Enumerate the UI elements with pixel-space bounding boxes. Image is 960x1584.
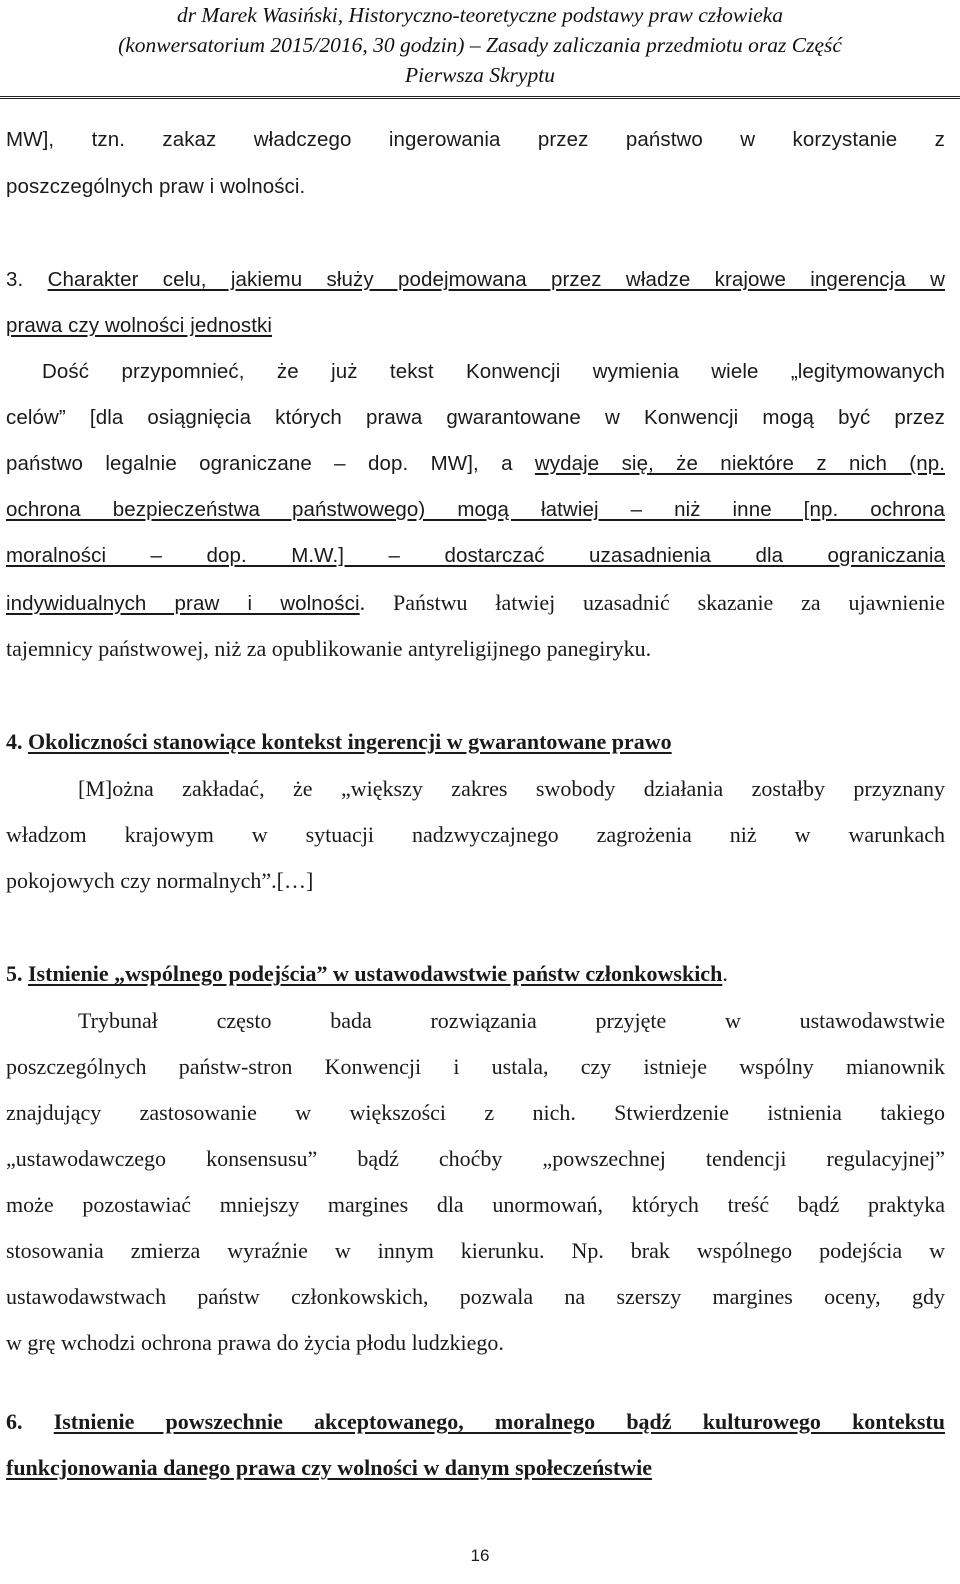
underlined-span: wydaje się, że niektóre z nich (np. [534, 452, 945, 475]
header-rule [0, 96, 960, 99]
page-number: 16 [470, 1546, 490, 1565]
text-line: w grę wchodzi ochrona prawa do życia płodu ludzkiego. [6, 1330, 504, 1355]
text-line: ochrona bezpieczeństwa państwowego) mogą łatwiej – niż inne [np. ochrona [6, 498, 945, 521]
text-line: [M]ożna zakładać, że „większy zakres swobody działania zostałby przyznany [78, 776, 945, 801]
text-line: celów” [dla osiągnięcia których prawa gwarantowane w Konwencji mogą być przez [6, 406, 945, 429]
text-line: może pozostawiać mniejszy margines dla unormowań, których treść bądź praktyka [6, 1192, 945, 1217]
section-3-heading-cont [6, 314, 945, 338]
section-number: 6. [6, 1409, 23, 1434]
header-line-1: dr Marek Wasiński, Historyczno-teoretyczne podstawy praw człowieka [176, 3, 784, 27]
text-line: ustawodawstwach państw członkowskich, pozwala na szerszy margines oceny, gdy [6, 1284, 945, 1309]
section-5-heading [6, 961, 945, 987]
section-title: Charakter celu, jakiemu służy podejmowana przez władze krajowe ingerencja w [47, 268, 946, 291]
text-line: Trybunał często bada rozwiązania przyjęte w ustawodawstwie [78, 1008, 945, 1033]
text-line: poszczególnych państw-stron Konwencji i ustala, czy istnieje wspólny mianownik [6, 1054, 945, 1079]
text-line: MW], tzn. zakaz władczego ingerowania przez państwo w korzystanie z [6, 128, 945, 151]
section-title: prawa czy wolności jednostki [6, 314, 272, 337]
text-span: państwo legalnie ograniczane – dop. MW], a [6, 452, 513, 475]
text-line: stosowania zmierza wyraźnie w innym kierunku. Np. brak wspólnego podejścia w [6, 1238, 945, 1263]
text-span: . [722, 961, 728, 986]
section-number: 3. [6, 268, 24, 291]
text-line: „ustawodawczego konsensusu” bądź choćby „powszechnej tendencji regulacyjnej” [6, 1146, 945, 1171]
text-line [6, 452, 945, 476]
text-line: Dość przypomnieć, że już tekst Konwencji wymienia wiele „legitymowanych [42, 360, 945, 383]
section-6-heading [6, 1409, 945, 1435]
text-line: tajemnicy państwowej, niż za opublikowanie antyreligijnego panegiryku. [6, 636, 652, 661]
text-span: . Państwu łatwiej uzasadnić skazanie za ujawnienie [359, 590, 945, 615]
section-number: 4. [6, 729, 23, 754]
section-4-heading [6, 729, 945, 755]
text-line: władzom krajowym w sytuacji nadzwyczajnego zagrożenia niż w warunkach [6, 822, 945, 847]
text-line: moralności – dop. M.W.] – dostarczać uzasadnienia dla ograniczania [6, 544, 945, 567]
header-line-3: Pierwsza Skryptu [405, 63, 555, 87]
section-number: 5. [6, 961, 23, 986]
section-title: Istnienie powszechnie akceptowanego, moralnego bądź kulturowego kontekstu [53, 1409, 945, 1434]
section-6-heading-cont [6, 1455, 945, 1481]
section-title: funkcjonowania danego prawa czy wolności w danym społeczeństwie [6, 1455, 652, 1480]
text-line: znajdujący zastosowanie w większości z nich. Stwierdzenie istnienia takiego [6, 1100, 945, 1125]
text-line [6, 590, 945, 616]
running-header [0, 0, 960, 100]
text-line: pokojowych czy normalnych”.[…] [6, 868, 314, 893]
text-line: poszczególnych praw i wolności. [6, 175, 306, 198]
underlined-span: indywidualnych praw i wolności [6, 592, 360, 615]
section-3-heading [6, 268, 945, 292]
header-line-2: (konwersatorium 2015/2016, 30 godzin) – Zasady zaliczania przedmiotu oraz Część [118, 33, 842, 57]
section-title: Okoliczności stanowiące kontekst ingerencji w gwarantowane prawo [28, 729, 672, 754]
section-title: Istnienie „wspólnego podejścia” w ustawodawstwie państw członkowskich [28, 961, 723, 986]
